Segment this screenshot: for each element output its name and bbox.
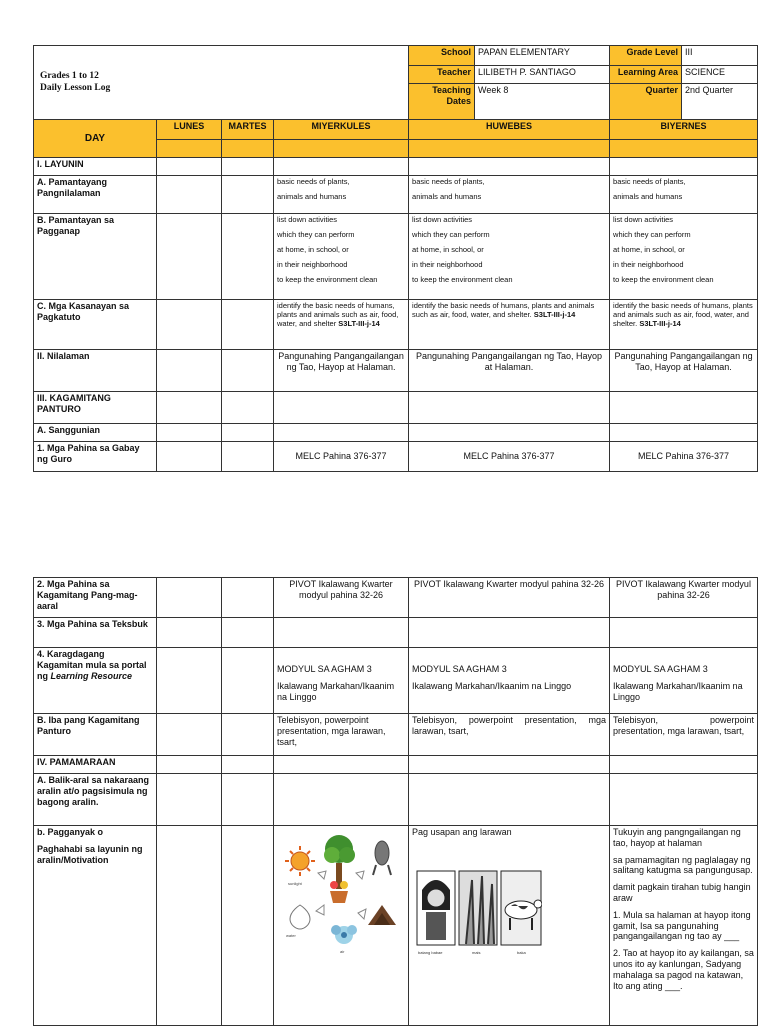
day-lunes-blank — [157, 140, 222, 158]
quarter-value: 2nd Quarter — [682, 84, 758, 120]
teaching-dates-label: Teaching Dates — [409, 84, 475, 120]
title-line-1: Grades 1 to 12 — [40, 71, 99, 82]
school-value: PAPAN ELEMENTARY — [475, 46, 610, 66]
day-header: DAY — [34, 120, 157, 158]
title-line-2: Daily Lesson Log — [40, 82, 111, 93]
cow-picture-icon — [501, 871, 542, 945]
svg-text:batang babae: batang babae — [418, 949, 443, 955]
svg-text:mais: mais — [472, 949, 481, 955]
basic-needs-illustration — [278, 833, 404, 958]
svg-text:baka: baka — [517, 949, 526, 955]
pamantayang-fri: basic needs of plants, animals and humans — [610, 176, 758, 214]
tree-icon — [324, 835, 355, 889]
pamantayang-pangnilalaman-label: A. Pamantayang Pangnilalaman — [34, 176, 157, 214]
iba-wed: Telebisyon, powerpoint presentation, mga larawan, tsart, — [274, 714, 409, 756]
learning-area-label: Learning Area — [610, 66, 682, 84]
gabay-guro-label: 1. Mga Pahina sa Gabay ng Guro — [34, 442, 157, 472]
modyul-thu: MODYUL SA AGHAM 3 Ikalawang Markahan/Ikaanim na Linggo — [409, 648, 610, 714]
day-biyernes: BIYERNES — [610, 120, 758, 140]
pamantayan-pagganap-label: B. Pamantayan sa Pagganap — [34, 214, 157, 300]
gabay-guro-fri: MELC Pahina 376-377 — [610, 442, 758, 472]
layunin-label: I. LAYUNIN — [34, 158, 157, 176]
nilalaman-label: II. Nilalaman — [34, 350, 157, 392]
day-martes-blank — [222, 140, 274, 158]
pagganap-thu: list down activities which they can perform at home, in school, or in their neighborhood to keep the environment clean — [409, 214, 610, 300]
pagganyak-fri: Tukuyin ang pangngailangan ng tao, hayop at halaman sa pamamagitan ng paglalagay ng salitang katugma sa pangungusap. damit pagkain tirahan tubig hangin araw 1. Mula sa halaman at hayop itong gamit, Isa sa pangunahing pangangailangan ng tao ay ___ 2. Tao at hayop ito ay kailangan, sa unos ito ay kanlungan, Sadyang mahalaga sa pagod na katawan, Ito ang ating ___. — [610, 826, 758, 1026]
day-biyernes-blank — [610, 140, 758, 158]
kagamitang-panturo-label: III. KAGAMITANG PANTURO — [34, 392, 157, 424]
lesson-log-table-bottom — [33, 577, 758, 1026]
learning-area-value: SCIENCE — [682, 66, 758, 84]
teksbuk-label: 3. Mga Pahina sa Teksbuk — [34, 618, 157, 648]
kasanayan-wed: identify the basic needs of humans, plants and animals such as air, food, water, and shelter S3LT-III-j-14 — [274, 300, 409, 350]
karagdagang-label: 4. Karagdagang Kagamitan mula sa portal ng Learning Resource — [34, 648, 157, 714]
header-title — [34, 46, 409, 120]
gabay-guro-thu: MELC Pahina 376-377 — [409, 442, 610, 472]
pagganyak-label: b. Pagganyak o Paghahabi sa layunin ng aralin/Motivation — [34, 826, 157, 1026]
kasanayan-thu: identify the basic needs of humans, plants and animals such as air, food, water, and shelter. S3LT-III-j-14 — [409, 300, 610, 350]
flower-icon — [331, 925, 357, 944]
day-martes: MARTES — [222, 120, 274, 140]
pagganyak-thu — [409, 826, 610, 1026]
svg-text:water: water — [286, 933, 296, 938]
day-lunes: LUNES — [157, 120, 222, 140]
quarter-label: Quarter — [610, 84, 682, 120]
kagamitang-fri: PIVOT Ikalawang Kwarter modyul pahina 32-26 — [610, 578, 758, 618]
teacher-value: LILIBETH P. SANTIAGO — [475, 66, 610, 84]
kasanayan-label: C. Mga Kasanayan sa Pagkatuto — [34, 300, 157, 350]
pamantayang-wed: basic needs of plants, animals and humans — [274, 176, 409, 214]
svg-text:air: air — [340, 949, 345, 954]
kasanayan-fri: identify the basic needs of humans, plants and animals such as air, food, water, and shelter. S3LT-III-j-14 — [610, 300, 758, 350]
grade-level-label: Grade Level — [610, 46, 682, 66]
kagamitang-mag-aaral-label: 2. Mga Pahina sa Kagamitang Pang-mag-aaral — [34, 578, 157, 618]
balik-aral-label: A. Balik-aral sa nakaraang aralin at/o pagsisimula ng bagong aralin. — [34, 774, 157, 826]
iba-kagamitan-label: B. Iba pang Kagamitang Panturo — [34, 714, 157, 756]
water-drop-icon — [290, 905, 310, 929]
sun-icon — [285, 846, 315, 876]
thu-instruction: Pag usapan ang larawan — [412, 827, 512, 837]
school-label: School — [409, 46, 475, 66]
modyul-fri: MODYUL SA AGHAM 3 Ikalawang Markahan/Ikaanim na Linggo — [610, 648, 758, 714]
day-miyerkules-blank — [274, 140, 409, 158]
teaching-dates-value: Week 8 — [475, 84, 610, 120]
sanggunian-label: A. Sanggunian — [34, 424, 157, 442]
girl-picture-icon — [417, 871, 455, 945]
grade-level-value: III — [682, 46, 758, 66]
gabay-guro-wed: MELC Pahina 376-377 — [274, 442, 409, 472]
pagganap-fri: list down activities which they can perform at home, in school, or in their neighborhood to keep the environment clean — [610, 214, 758, 300]
modyul-wed: MODYUL SA AGHAM 3 Ikalawang Markahan/Ikaanim na Linggo — [274, 648, 409, 714]
day-huwebes: HUWEBES — [409, 120, 610, 140]
svg-text:sunlight: sunlight — [288, 881, 302, 886]
animal-icon — [373, 841, 391, 875]
nilalaman-thu: Pangunahing Pangangailangan ng Tao, Hayop at Halaman. — [409, 350, 610, 392]
nilalaman-fri: Pangunahing Pangangailangan ng Tao, Hayop at Halaman. — [610, 350, 758, 392]
iba-fri: Telebisyon, powerpoint presentation, mga larawan, tsart, — [610, 714, 758, 756]
lesson-log-table-top — [33, 45, 758, 472]
pamantayang-thu: basic needs of plants, animals and humans — [409, 176, 610, 214]
iba-thu: Telebisyon, powerpoint presentation, mga larawan, tsart, — [409, 714, 610, 756]
pagganyak-wed — [274, 826, 409, 1026]
talking-pictures — [416, 870, 542, 962]
day-huwebes-blank — [409, 140, 610, 158]
pagganap-wed: list down activities which they can perform at home, in school, or in their neighborhood to keep the environment clean — [274, 214, 409, 300]
teacher-label: Teacher — [409, 66, 475, 84]
soil-icon — [368, 905, 396, 925]
kagamitang-wed: PIVOT Ikalawang Kwarter modyul pahina 32-26 — [274, 578, 409, 618]
nilalaman-wed: Pangunahing Pangangailangan ng Tao, Hayop at Halaman. — [274, 350, 409, 392]
day-miyerkules: MIYERKULES — [274, 120, 409, 140]
pamamaraan-label: IV. PAMAMARAAN — [34, 756, 157, 774]
corn-picture-icon — [459, 871, 497, 945]
kagamitang-thu: PIVOT Ikalawang Kwarter modyul pahina 32-26 — [409, 578, 610, 618]
